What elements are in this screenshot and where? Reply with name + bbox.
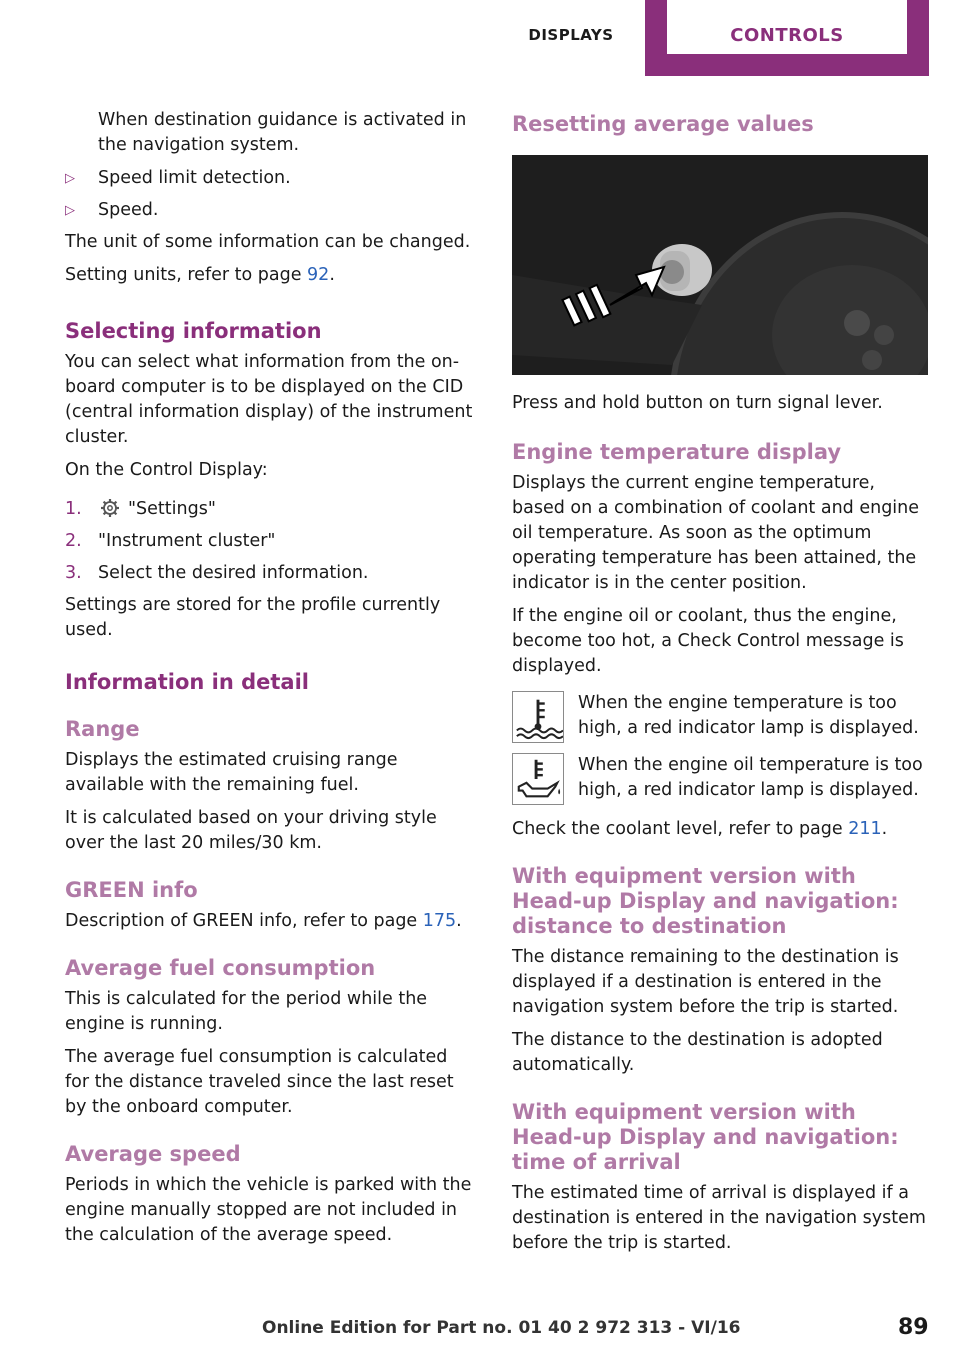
footer-edition: Online Edition for Part no. 01 40 2 972 313 - VI/16 <box>262 1318 741 1338</box>
avg-speed-text: Periods in which the vehicle is parked with the engine manually stopped are not included in the calculation of the average speed. <box>65 1175 472 1245</box>
coolant-check-ref: Check the coolant level, refer to page 211. <box>512 819 888 839</box>
engine-temp-heading: Engine temperature display <box>512 440 842 464</box>
hud-distance-text-1: The distance remaining to the destination is displayed if a destination is entered in the navigation system before the trip is started. <box>512 947 899 1017</box>
reset-heading: Resetting average values <box>512 112 814 136</box>
avg-fuel-heading: Average fuel consumption <box>65 956 376 980</box>
selecting-text: You can select what information from the on-board computer is to be displayed on the CID (central information display) of the instrument cluster. <box>65 352 473 447</box>
reset-caption: Press and hold button on turn signal lever. <box>512 393 883 413</box>
step-text: "Settings" <box>128 499 216 519</box>
avg-fuel-text-1: This is calculated for the period while the engine is running. <box>65 989 428 1034</box>
avg-fuel-text-2: The average fuel consumption is calculated for the distance traveled since the last reset by the onboard computer. <box>65 1047 454 1117</box>
page-link[interactable]: 175 <box>422 911 457 931</box>
page-link[interactable]: 92 <box>307 265 330 285</box>
engine-temp-text-2: If the engine oil or coolant, thus the engine, become too hot, a Check Control message is displayed. <box>512 606 904 676</box>
bullet-text: Speed limit detection. <box>98 168 291 188</box>
coolant-warning-text: When the engine temperature is too high, a red indicator lamp is displayed. <box>578 693 919 738</box>
settings-stored-note: Settings are stored for the profile currently used. <box>65 595 441 640</box>
right-column <box>512 108 930 1264</box>
hud-distance-text-2: The distance to the destination is adopted automatically. <box>512 1030 883 1075</box>
list-item <box>65 497 475 522</box>
list-item <box>65 166 475 191</box>
oil-warning-row <box>512 753 930 805</box>
coolant-warning-row <box>512 691 930 743</box>
hud-arrival-heading: With equipment version with Head-up Display and navigation: time of arrival <box>512 1100 899 1174</box>
oil-temperature-warning-icon <box>512 753 564 805</box>
header-chapter-label: CONTROLS <box>667 0 907 54</box>
list-item <box>65 198 475 223</box>
page-number: 89 <box>898 1315 929 1340</box>
on-control-display: On the Control Display: <box>65 460 268 480</box>
list-item <box>65 529 475 554</box>
hud-distance-heading: With equipment version with Head-up Display and navigation: distance to destination <box>512 864 899 938</box>
hud-arrival-text: The estimated time of arrival is displayed if a destination is entered in the navigation system before the trip is started. <box>512 1183 926 1253</box>
page-link[interactable]: 211 <box>848 819 882 839</box>
avg-speed-heading: Average speed <box>65 1142 241 1166</box>
gear-icon <box>98 498 122 518</box>
intro-text: When destination guidance is activated in the navigation system. <box>98 110 467 155</box>
selecting-heading: Selecting information <box>65 319 322 343</box>
step-number: 3. <box>65 563 82 583</box>
oil-warning-text: When the engine oil temperature is too high, a red indicator lamp is displayed. <box>578 755 923 800</box>
turn-signal-lever-photo <box>512 155 928 375</box>
unit-note: The unit of some information can be changed. <box>65 232 471 252</box>
list-item <box>65 561 475 586</box>
triangle-bullet-icon: ▷ <box>65 171 75 186</box>
step-text: Select the desired information. <box>98 563 369 583</box>
step-text: "Instrument cluster" <box>98 531 276 551</box>
step-number: 1. <box>65 499 82 519</box>
header-chapter-tab <box>645 0 929 76</box>
detail-heading: Information in detail <box>65 670 310 694</box>
setting-units-ref: Setting units, refer to page 92. <box>65 265 335 285</box>
green-info-heading: GREEN info <box>65 878 198 902</box>
step-number: 2. <box>65 531 82 551</box>
triangle-bullet-icon: ▷ <box>65 203 75 218</box>
range-heading: Range <box>65 717 140 741</box>
range-text-1: Displays the estimated cruising range available with the remaining fuel. <box>65 750 398 795</box>
coolant-temperature-warning-icon <box>512 691 564 743</box>
green-info-ref: Description of GREEN info, refer to page 175. <box>65 911 462 931</box>
engine-temp-text-1: Displays the current engine temperature, based on a combination of coolant and engine oil temperature. As soon as the optimum operating temperature has been attained, the indicator is in the center position. <box>512 473 920 593</box>
left-column <box>65 108 475 1256</box>
header-section-label: DISPLAYS <box>528 26 614 44</box>
range-text-2: It is calculated based on your driving style over the last 20 miles/30 km. <box>65 808 437 853</box>
bullet-text: Speed. <box>98 200 159 220</box>
